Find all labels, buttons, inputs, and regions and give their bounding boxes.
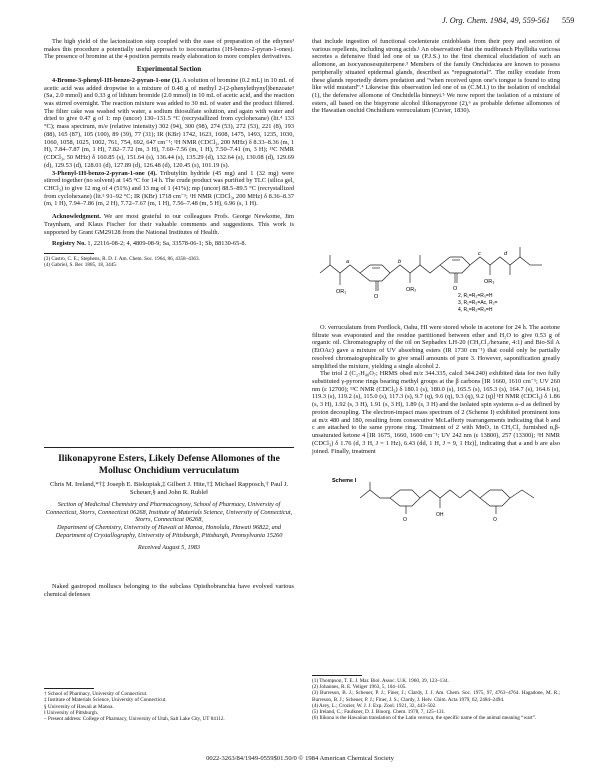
- left-footnote-2: (4) Gabriel, S. Ber. 1885, 18, 3445.: [44, 262, 118, 269]
- right-paragraph-1: that include ingestion of functional coelenterate cnidoblasts from their prey and secretion of various repellents, including strong acids.¹ An observation² that the nudibranch Phyllidia varicosa secretes a defensive fluid led one of us (P.J.S.) to the first chemical elucidation of such an allomone, an isocyanosesquiterpene.³ Members of the family Onchidacea are known to possess peripherally situated epidermal glands, described as “repugnatorial”. The milky exudate from these glands reportedly deters predation and “when received upon one’s tongue is found to sting like wild mustard”.⁴ Likewise this observation led one of us (C.M.I.) to the isolation of onchidal (1), the defensive allomone of Onchidella binneyi.⁵ We now report the isolation of a mixture of esters, all based on the bispyrone alcohol ilikonapyrone (2),⁶ as probable defense allomones of the Hawaiian onchid Onchidium verruculatum (Cuvier, 1830).: [312, 38, 560, 115]
- right-paragraph-2: O. verruculatum from Pordlock, Oahu, HI were stored whole in acetone for 24 h. The acetone filtrate was evaporated and the residue partitioned between ether and H₂O to give 0.53 g of organic oil. Chromatography of the oil on Sephadex LH-20 (CH₂Cl₂/hexane, 4:1) and Bio-Sil A (EtOAc) gave a mixture of UV absorbing esters (IR 1730 cm⁻¹) that could only be partially resolved chromatographically to give small amounts of pure 3. However, saponification greatly simplified the mixture, yielding a single alcohol 2.: [312, 324, 560, 370]
- oh-label: OH: [436, 512, 444, 518]
- scheme-ring: [390, 490, 420, 506]
- article2-lead: [44, 583, 294, 598]
- structure-bond: [390, 265, 440, 273]
- ack-body: We are most grateful to our colleagues Profs. George Newkome, Jim Traynham, and Klaus Fischer for their valuable comments and suggestions. This work is supported by Grant GM29128 from the National Institutes of Health.: [44, 213, 294, 236]
- structure-bond: [320, 265, 360, 273]
- scheme-bond: [420, 490, 460, 498]
- scheme-i-figure: [330, 474, 560, 526]
- compound-4-title: 3-Phenyl-1H-benzo-2-pyran-1-one (4).: [52, 169, 157, 177]
- footnote-rule: [44, 253, 94, 254]
- experimental-paragraph-1: [44, 77, 294, 170]
- pyrone-ring-2: [440, 257, 470, 273]
- compound-4-body: Tributyltin hydride (45 mg) and 1 (32 mg) were stirred together (no solvent) at 145 °C for 14 h. The crude product was purified by TLC (silica gel, CHCl₃) to give 12 mg of 4 (51%) and 13 mg of 1 (41%); mp (uncor) 88.5–89.5 °C (recrystallized from cyclohexane) (lit.⁵ 91–92 °C; IR (KBr) 1718 cm⁻¹; ¹H NMR (CDCl₃, 200 MHz) δ 8.36–8.37 (m, 1 H), 7.94–7.86 (m, 2 H), 7.72–7.67 (m, 1 H), 7.56–7.48 (m, 5 H), 6.96 (s, 1 H).: [44, 169, 294, 208]
- affil-footnote: § University of Hawaii at Manoa.: [44, 703, 114, 710]
- page-number: 559: [562, 16, 575, 25]
- structure-figure: [312, 233, 562, 321]
- oxygen-label: O: [453, 286, 458, 292]
- footer-copyright: 0022-3263/84/1949-0559$01.50/0 © 1984 American Chemical Society: [206, 755, 394, 762]
- reference-item: (3) Burreson, B. J.; Scheuer, P. J.; Finer, J.; Clardy, J. J. Am. Chem. Soc. 1975, 97, 4763–4764. Hagadone, M. R.; Burreson, B. J.; Scheuer, P. J.; Finer, J. S.; Clardy, J. Helv. Chim. Acta 1979, 62, 2484–2494.: [312, 690, 560, 703]
- registry-numbers: [44, 240, 294, 248]
- article2-affiliation-2: Department of Chemistry, University of Hawaii at Manoa, Honolulu, Hawaii 96822, and Department of Crystallography, University of Pittsburgh, Pittsburgh, Pennsylvania 15260: [55, 524, 283, 539]
- spin-system-label: b: [398, 259, 402, 265]
- reference-item: (1) Thompson, T. E. J. Mar. Biol. Assoc. U.K. 1960, 39, 123–134.: [312, 678, 449, 684]
- affil-footnote: – Present address: College of Pharmacy, University of Utah, Salt Lake City, UT 84112.: [44, 716, 225, 723]
- scheme-bond: [510, 490, 534, 498]
- compound-list-item: 4, R₁=R₂=R₃=H: [458, 307, 493, 313]
- ack-title: Acknowledgment.: [52, 213, 101, 221]
- compound-list-item: 3, R₁=R₃=Ac, R₂=: [458, 300, 498, 306]
- references-rule: [312, 675, 362, 676]
- scheme-bond: [460, 490, 480, 498]
- right-column-mid: [312, 324, 560, 455]
- spin-system-label: c: [478, 251, 481, 257]
- reference-item: (2) Johannes, R. E. Veliger 1963, 5, 104–105.: [312, 684, 407, 691]
- experimental-heading: Experimental Section: [136, 65, 202, 74]
- right-paragraph-3a: The triol 2 (C₂₇H₄₀O₇; HRMS obsd m/z 344.335, calcd 344.240) exhibited data for two fully substituted γ-pyrone rings bearing methyl groups at the β carbons [IR 1660, 1610 cm⁻¹; UV 260 nm (ε 12700); ¹³C NMR (CDCl₃) δ 180.1 (s), 180.0 (s), 165.5 (s), 165.3 (s), 164.7 (s), 164.6 (s), 119.3 (s), 119.2 (s), 115.0 (s), 117.3 (s), 9.7 (q), 9.6 (q), 9.3 (q), 9.2 (q)] ¹H NMR (CDCl₃) δ 1.86 (s, 3 H), 1.92 (s, 3 H), 1.91 (s, 3 H), 1.89 (s, 3 H) and the isolated spin systems a–d as defined by proton decoupling. The electron-impact mass spectrum of 2 (Scheme I) exhibited prominent ions at m/z 480 and 180, resulting from consecutive McLafferty rearrangements indicating that b and c are attached to the same pyrone ring. Treatment of 2 with MnO₂ in CH₂Cl₂ furnished α,β-unsaturated ketone 4 [IR 1675, 1660, 1600 cm⁻¹; UV 242 nm (ε 13800), 257 (13300); ¹H NMR (CDCl₃) δ 1.76 (d, 3 H, J = 1 Hz), 6.43 (dd, 1 H, J = 9, 1 Hz)], indicating that a and b are also joined. Finally, treatment: [312, 370, 560, 455]
- left-footnote-1: (3) Castro, C. E.; Stephens, R. D. J. Am. Chem. Soc. 1964, 86, 4358–4363.: [44, 255, 200, 262]
- registry-body: 1, 22116-08-2; 4, 4809-08-9; Sa, 33578-06-1; Sb, 88130-65-8.: [87, 240, 247, 248]
- experimental-paragraph-2: [44, 170, 294, 209]
- or3-label: OR₃: [484, 279, 495, 285]
- article2-affiliation-1: Section of Medicinal Chemistry and Pharmacognosy, School of Pharmacy, University of Connecticut, Storrs, Connecticut 06268, Institute of Materials Science, University of Connecticut, Storrs, Connecticut 06268,: [45, 501, 293, 524]
- registry-title: Registry No.: [52, 240, 86, 248]
- oxygen-label: O: [374, 294, 379, 300]
- article2-received: Received August 5, 1983: [137, 543, 201, 551]
- journal-citation: J. Org. Chem. 1984, 49, 559-561: [442, 16, 550, 25]
- structure-bond: [470, 257, 530, 265]
- compound-list-item: 2, R₁=R₂=R₃=H: [458, 293, 493, 299]
- or2-label: OR₂: [406, 287, 417, 293]
- spin-system-label: a: [346, 259, 350, 265]
- reference-item: (6) Ilikona is the Hawaiian translation of the Latin verruca, the specific name of the animal meaning “wart”.: [312, 715, 537, 722]
- oxygen-label: O: [403, 517, 407, 523]
- or1-label: OR₁: [336, 289, 347, 295]
- article2-lead-paragraph: Naked gastropod molluscs belonging to the subclass Opisthobranchia have evolved various chemical defenses: [44, 583, 294, 598]
- scheme-label: Scheme I: [332, 478, 357, 484]
- affil-footnote: † School of Pharmacy, University of Connecticut.: [44, 691, 148, 697]
- reference-item: (4) Arey, L.; Crozier, W. J. J. Exp. Zool. 1921, 32, 443–502.: [312, 702, 437, 709]
- pyrone-ring-1: [360, 265, 390, 281]
- article-separator: [44, 447, 294, 448]
- reference-item: (5) Ireland, C.; Faulkner, D. J. Bioorg. Chem. 1978, 7, 125–131.: [312, 709, 446, 716]
- scheme-ring: [480, 490, 510, 506]
- right-column-top: [312, 38, 560, 115]
- affil-footnotes: [44, 688, 294, 722]
- affil-footnote-rule: [44, 688, 94, 689]
- oxygen-label: O: [493, 517, 497, 523]
- left-column: [44, 38, 294, 269]
- compound-1-body: A solution of bromine (0.2 mL) in 10 mL of acetic acid was added dropwise to a mixture of 0.48 g of methyl 2-(2-phenylethynyl)benzoate³ (Sa, 2.0 mmol) and 0.33 g of lithium bromide (2.0 mmol) in 10 mL of acetic acid, and the reaction was stirred overnight. The reaction mixture was added to 30 mL of water and the product filtered. The filter cake was washed with water, a sodium thiosulfate solution, and again with water and dried to give 0.47 g of 1: mp (uncor) 130–131.5 °C (recrystallized from cyclohexane) (lit.⁴ 133 °C); mass spectrum, m/e (relative intensity) 302 (94), 300 (98), 274 (53), 272 (53), 221 (8), 193 (88), 165 (87), 105 (100), 89 (39), 77 (31); IR (KBr) 1742, 1623, 1608, 1475, 1493, 1235, 1030, 1060, 1058, 1025, 1002, 761, 754, 692, 647 cm⁻¹; ¹H NMR (CDCl₃, 200 MHz) δ 8.33–8.36 (m, 1 H), 7.84–7.87 (m, 1 H), 7.82–7.72 (m, 3 H), 7.60–7.56 (m, 1 H), 7.50–7.41 (m, 3 H); ¹³C NMR (CDCl₃, 50 MHz) δ 160.85 (s), 151.64 (s), 136.44 (s), 135.29 (d), 132.64 (s), 130.08 (d), 129.69 (d), 129.53 (d), 128.01 (d), 127.89 (d), 126.48 (d), 120.45 (s), 101.19 (s).: [44, 76, 294, 169]
- article2-block: [44, 453, 294, 551]
- compound-1-title: 4-Bromo-3-phenyl-1H-benzo-2-pyran-1-one (1).: [52, 76, 181, 84]
- references: [312, 675, 560, 721]
- affil-footnote: ‡ Institute of Materials Science, University of Connecticut.: [44, 697, 167, 704]
- article2-title: Ilikonapyrone Esters, Likely Defense Allomones of the Mollusc Onchidium verruculatum: [58, 453, 280, 476]
- article2-authors: Chris M. Ireland,*†‡ Joseph E. Biskupiak,‡ Gilbert J. Hite,†‡ Michael Rapposch,† Paul J. Scheuer,§ and John R. Ruble‖: [49, 481, 289, 496]
- affil-footnote: ‖ University of Pittsburgh.: [44, 709, 99, 716]
- spin-system-label: d: [504, 251, 508, 257]
- scheme-bond: [360, 490, 390, 498]
- acknowledgment: [44, 213, 294, 236]
- intro-paragraph: The high yield of the lactonization step coupled with the ease of preparation of the ethynes³ makes this procedure a potentially useful approach to isocoumarins (1H-benzo-2-pyran-1-ones). The presence of bromine at the 4 position permits ready elaboration to more complex derivatives.: [44, 38, 294, 61]
